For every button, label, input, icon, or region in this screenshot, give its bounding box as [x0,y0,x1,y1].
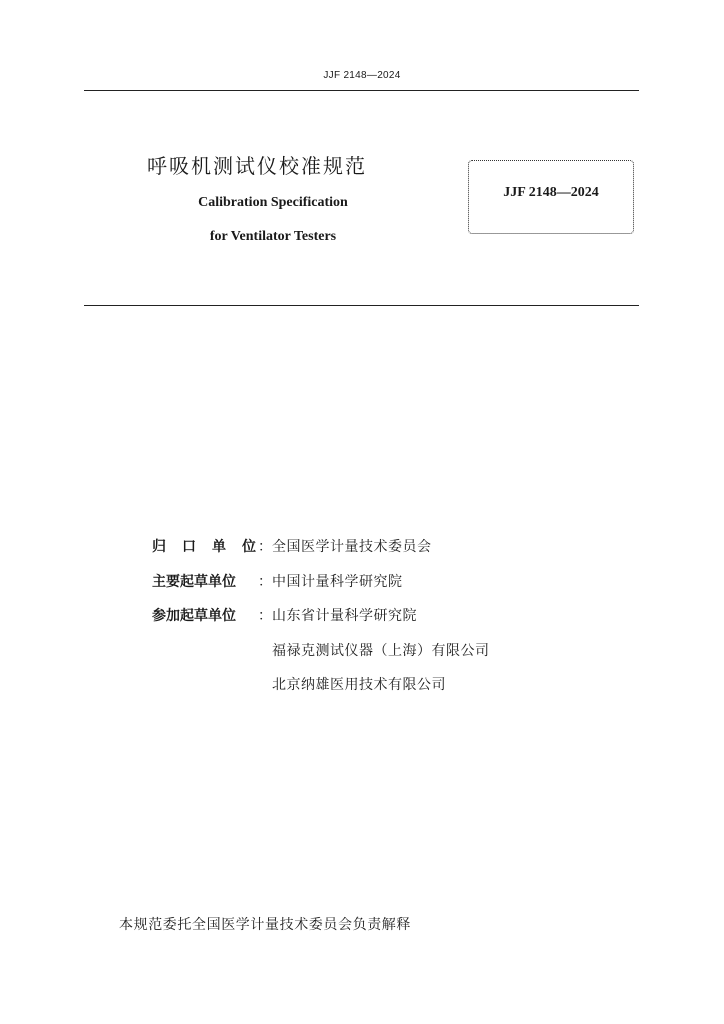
centralized-unit-label [152,536,256,556]
participating-drafter-value: 福禄克测试仪器（上海）有限公司 [272,642,490,659]
main-drafter-value: 中国计量科学研究院 [272,573,403,590]
colon: ： [258,573,272,590]
standard-code-box [468,160,634,234]
centralized-unit-value: 全国医学计量技术委员会 [272,539,432,555]
colon: ： [258,608,272,624]
label-char: 归 [152,539,166,555]
title-english-line2: for Ventilator Testers [209,229,337,244]
top-divider [84,90,639,91]
standard-code-box-text: JJF 2148—2024 [503,185,599,200]
colon: ： [258,539,272,555]
participating-drafter-label: 参加起草单位 [152,608,236,624]
participating-drafter-value: 山东省计量科学研究院 [272,608,417,624]
interpretation-note: 本规范委托全国医学计量技术委员会负责解释 [119,917,411,933]
label-char: 单 [212,539,226,555]
main-drafter-label: 主要起草单位 [152,573,236,590]
label-char: 口 [182,539,196,555]
bottom-divider [84,305,639,306]
title-english-line1: Calibration Specification [198,195,348,210]
header-standard-code: JJF 2148—2024 [323,70,401,81]
participating-drafter-value: 北京纳雄医用技术有限公司 [272,677,446,693]
label-char: 位 [242,539,256,555]
title-chinese: 呼吸机测试仪校准规范 [147,154,367,178]
